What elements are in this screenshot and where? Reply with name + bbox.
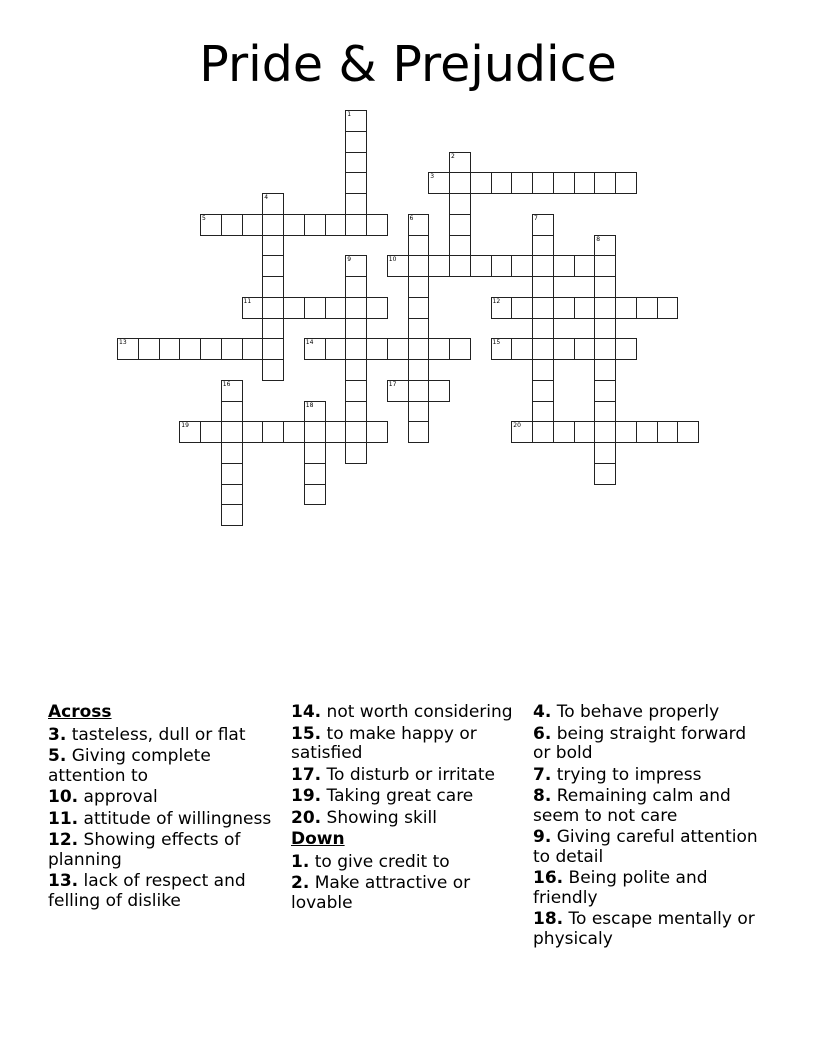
crossword-cell xyxy=(532,172,554,194)
crossword-cell xyxy=(408,380,430,402)
crossword-cell xyxy=(532,421,554,443)
crossword-cell xyxy=(511,255,533,277)
crossword-cell xyxy=(511,338,533,360)
cell-number: 19 xyxy=(181,422,189,430)
crossword-cell xyxy=(283,297,305,319)
crossword-cell xyxy=(345,380,367,402)
crossword-cell xyxy=(615,338,637,360)
crossword-cell xyxy=(325,214,347,236)
crossword-cell xyxy=(574,172,596,194)
crossword-cell xyxy=(408,318,430,340)
clue-number: 16 xyxy=(533,868,557,888)
crossword-cell xyxy=(532,255,554,277)
crossword-cell xyxy=(677,421,699,443)
crossword-cell xyxy=(594,442,616,464)
crossword-cell xyxy=(242,338,264,360)
clue-text: trying to impress xyxy=(556,764,702,785)
crossword-cell xyxy=(636,297,658,319)
crossword-cell xyxy=(532,297,554,319)
down-clue-16: 16. Being polite and friendly xyxy=(533,868,708,908)
crossword-cell xyxy=(449,235,471,257)
crossword-cell xyxy=(242,297,264,319)
crossword-cell xyxy=(594,276,616,298)
crossword-cell xyxy=(553,338,575,360)
crossword-cell xyxy=(262,297,284,319)
clue-text: not worth considering xyxy=(326,702,513,722)
crossword-cell xyxy=(532,318,554,340)
crossword-cell xyxy=(159,338,181,360)
crossword-cell xyxy=(387,338,409,360)
cell-number: 11 xyxy=(243,297,252,305)
cell-number: 7 xyxy=(534,214,538,222)
crossword-cell xyxy=(532,359,554,381)
clue-number: 12 xyxy=(48,830,72,850)
crossword-cell xyxy=(345,297,367,319)
clue-number: 7 xyxy=(533,764,545,785)
clue-number: 1 xyxy=(291,851,303,872)
clue-text: To behave properly xyxy=(556,702,720,722)
crossword-cell xyxy=(345,338,367,360)
crossword-cell xyxy=(304,297,326,319)
clue-number: 20 xyxy=(291,807,315,828)
crossword-cell xyxy=(594,421,616,443)
crossword-cell xyxy=(511,297,533,319)
crossword-cell xyxy=(366,214,388,236)
crossword-cell xyxy=(366,297,388,319)
crossword-cell xyxy=(221,484,243,506)
clue-text: To disturb or irritate xyxy=(326,764,495,785)
crossword-cell xyxy=(221,442,243,464)
across-clue-3: 3. tasteless, dull or flat xyxy=(48,724,246,745)
clue-text: Being polite and friendly xyxy=(533,868,708,908)
crossword-cell xyxy=(594,463,616,485)
crossword-cell xyxy=(449,193,471,215)
crossword-cell xyxy=(387,380,409,402)
crossword-cell xyxy=(657,421,679,443)
crossword-cell xyxy=(179,421,201,443)
crossword-cell xyxy=(408,235,430,257)
crossword-cell xyxy=(283,421,305,443)
cell-number: 4 xyxy=(264,194,269,201)
crossword-cell xyxy=(615,172,637,194)
crossword-cell xyxy=(221,401,243,423)
crossword-cell xyxy=(532,276,554,298)
crossword-cell xyxy=(553,255,575,277)
crossword-cell xyxy=(366,338,388,360)
across-clue-17: 17. To disturb or irritate xyxy=(291,764,495,785)
crossword-cell xyxy=(594,401,616,423)
crossword-cell xyxy=(325,338,347,360)
crossword-cell xyxy=(532,338,554,360)
crossword-cell xyxy=(262,359,284,381)
crossword-cell xyxy=(345,318,367,340)
clue-text: approval xyxy=(83,787,158,807)
crossword-cell xyxy=(221,214,243,236)
across-clue-11: 11. attitude of willingness xyxy=(48,808,272,829)
crossword-cell xyxy=(262,276,284,298)
cell-number: 1 xyxy=(347,111,352,118)
crossword-cell xyxy=(345,172,367,194)
crossword-cell xyxy=(511,421,533,443)
crossword-cell xyxy=(408,297,430,319)
across-clue-13: 13. lack of respect and felling of dislike xyxy=(48,871,246,911)
across-clue-19: 19. Taking great care xyxy=(291,786,474,806)
crossword-cell xyxy=(449,214,471,236)
clue-number: 5 xyxy=(48,746,60,766)
crossword-cell xyxy=(304,338,326,360)
crossword-cell xyxy=(408,338,430,360)
crossword-cell xyxy=(117,338,139,360)
crossword-cell xyxy=(366,421,388,443)
down-clue-4: 4. To behave properly xyxy=(533,702,720,722)
clue-text: Remaining calm and seem to not care xyxy=(533,786,731,826)
crossword-cell xyxy=(345,131,367,153)
crossword-cell xyxy=(345,421,367,443)
clue-text: Giving careful attention to detail xyxy=(533,827,758,867)
crossword-cell xyxy=(594,359,616,381)
across-clue-5: 5. Giving complete attention to xyxy=(48,746,211,786)
clue-number: 6 xyxy=(533,723,545,744)
crossword-cell xyxy=(449,152,471,174)
across-clue-10: 10. approval xyxy=(48,787,158,807)
crossword-cell xyxy=(200,214,222,236)
crossword-cell xyxy=(574,297,596,319)
crossword-cell xyxy=(408,421,430,443)
clue-column-3 xyxy=(533,703,761,951)
crossword-cell xyxy=(345,442,367,464)
crossword-cell xyxy=(594,235,616,257)
crossword-cell xyxy=(491,255,513,277)
clue-number: 4 xyxy=(533,702,545,722)
crossword-cell xyxy=(491,297,513,319)
clue-text: Make attractive or lovable xyxy=(291,873,471,913)
cell-number: 17 xyxy=(388,380,397,388)
clue-text: attitude of willingness xyxy=(83,808,272,829)
crossword-cell xyxy=(262,193,284,215)
crossword-cell xyxy=(408,276,430,298)
clue-column-2 xyxy=(291,703,519,915)
across-clue-15: 15. to make happy or satisfied xyxy=(291,723,477,763)
down-clue-2: 2. Make attractive or lovable xyxy=(291,873,471,913)
crossword-cell xyxy=(221,504,243,526)
crossword-cell xyxy=(470,172,492,194)
crossword-cell xyxy=(221,421,243,443)
down-clue-8: 8. Remaining calm and seem to not care xyxy=(533,786,731,826)
crossword-cell xyxy=(574,255,596,277)
cell-number: 5 xyxy=(202,214,206,222)
cell-number: 16 xyxy=(222,380,231,388)
cell-number: 15 xyxy=(492,339,501,347)
cell-number: 14 xyxy=(305,339,314,347)
crossword-cell xyxy=(428,338,450,360)
crossword-cell xyxy=(262,338,284,360)
down-clue-1: 1. to give credit to xyxy=(291,851,450,872)
crossword-cell xyxy=(283,214,305,236)
cell-number: 3 xyxy=(430,173,435,181)
crossword-cell xyxy=(408,401,430,423)
crossword-cell xyxy=(138,338,160,360)
crossword-cell xyxy=(615,297,637,319)
crossword-cell xyxy=(345,255,367,277)
crossword-cell xyxy=(428,255,450,277)
crossword-cell xyxy=(325,297,347,319)
page-title: Pride & Prejudice xyxy=(199,36,617,93)
crossword-cell xyxy=(532,380,554,402)
crossword-cell xyxy=(325,421,347,443)
clue-text: Taking great care xyxy=(326,786,474,806)
across-clue-12: 12. Showing effects of planning xyxy=(48,830,241,870)
clue-number: 15 xyxy=(291,723,315,744)
crossword-cell xyxy=(553,172,575,194)
cell-number: 18 xyxy=(305,401,314,409)
crossword-cell xyxy=(408,255,430,277)
crossword-cell xyxy=(304,401,326,423)
crossword-cell xyxy=(553,421,575,443)
down-clue-9: 9. Giving careful attention to detail xyxy=(533,827,758,867)
clue-text: lack of respect and felling of dislike xyxy=(48,871,246,911)
crossword-cell xyxy=(262,235,284,257)
crossword-cell xyxy=(615,421,637,443)
crossword-cell xyxy=(408,214,430,236)
crossword-cell xyxy=(304,442,326,464)
clue-number: 2 xyxy=(291,873,303,893)
crossword-cell xyxy=(345,401,367,423)
across-heading: Across xyxy=(48,702,112,722)
crossword-cell xyxy=(491,172,513,194)
cell-number: 8 xyxy=(596,235,601,243)
across-clue-14: 14. not worth considering xyxy=(291,702,513,722)
crossword-cell xyxy=(594,318,616,340)
crossword-cell xyxy=(594,297,616,319)
crossword-cell xyxy=(345,110,367,132)
crossword-cell xyxy=(387,255,409,277)
cell-number: 6 xyxy=(409,214,414,222)
crossword-cell xyxy=(304,214,326,236)
down-clue-18: 18. To escape mentally or physicaly xyxy=(533,909,755,949)
crossword-cell xyxy=(428,172,450,194)
cell-number: 13 xyxy=(119,339,127,347)
crossword-cell xyxy=(553,297,575,319)
crossword-cell xyxy=(262,421,284,443)
crossword-cell xyxy=(532,214,554,236)
crossword-cell xyxy=(345,214,367,236)
clue-text: Showing effects of planning xyxy=(48,830,241,870)
crossword-cell xyxy=(262,255,284,277)
crossword-cell xyxy=(221,338,243,360)
crossword-cell xyxy=(408,359,430,381)
crossword-cell xyxy=(242,421,264,443)
crossword-cell xyxy=(304,463,326,485)
crossword-cell xyxy=(428,380,450,402)
clue-text: to make happy or satisfied xyxy=(291,723,477,763)
clue-text: tasteless, dull or flat xyxy=(71,724,246,745)
crossword-cell xyxy=(532,401,554,423)
clue-text: to give credit to xyxy=(314,851,450,872)
clue-text: being straight forward or bold xyxy=(533,723,747,763)
crossword-cell xyxy=(574,421,596,443)
cell-number: 20 xyxy=(513,422,521,430)
cell-number: 10 xyxy=(388,256,397,264)
crossword-cell xyxy=(179,338,201,360)
crossword-cell xyxy=(532,235,554,257)
crossword-cell xyxy=(449,338,471,360)
crossword-cell xyxy=(449,255,471,277)
crossword-cell xyxy=(345,359,367,381)
crossword-cell xyxy=(491,338,513,360)
cell-number: 2 xyxy=(451,152,455,160)
crossword-cell xyxy=(345,193,367,215)
crossword-cell xyxy=(594,172,616,194)
clue-number: 3 xyxy=(48,724,60,745)
clue-number: 17 xyxy=(291,764,315,785)
crossword-cell xyxy=(345,276,367,298)
clue-number: 13 xyxy=(48,871,72,891)
down-clue-7: 7. trying to impress xyxy=(533,764,702,785)
crossword-cell xyxy=(511,172,533,194)
crossword-cell xyxy=(470,255,492,277)
clue-number: 18 xyxy=(533,909,557,929)
crossword-cell xyxy=(594,380,616,402)
clue-number: 19 xyxy=(291,786,315,806)
clue-text: Giving complete attention to xyxy=(48,746,211,786)
clue-number: 11 xyxy=(48,808,72,829)
crossword-cell xyxy=(262,318,284,340)
crossword-cell xyxy=(262,214,284,236)
clue-column-1 xyxy=(48,703,276,913)
cell-number: 12 xyxy=(492,297,501,305)
crossword-cell xyxy=(449,172,471,194)
clue-text: To escape mentally or physicaly xyxy=(533,909,755,949)
crossword-cell xyxy=(304,421,326,443)
clue-number: 14 xyxy=(291,702,315,722)
crossword-cell xyxy=(200,421,222,443)
crossword-cell xyxy=(657,297,679,319)
down-heading: Down xyxy=(291,829,345,849)
crossword-cell xyxy=(574,338,596,360)
down-clue-6: 6. being straight forward or bold xyxy=(533,723,747,763)
crossword-cell xyxy=(304,484,326,506)
crossword-cell xyxy=(242,214,264,236)
crossword-cell xyxy=(221,380,243,402)
crossword-cell xyxy=(221,463,243,485)
clue-number: 10 xyxy=(48,787,72,807)
clue-text: Showing skill xyxy=(326,807,437,828)
clue-number: 9 xyxy=(533,827,545,847)
crossword-cell xyxy=(594,255,616,277)
across-clue-20: 20. Showing skill xyxy=(291,807,437,828)
crossword-cell xyxy=(345,152,367,174)
crossword-cell xyxy=(200,338,222,360)
cell-number: 9 xyxy=(347,256,352,264)
crossword-cell xyxy=(636,421,658,443)
crossword-cell xyxy=(594,338,616,360)
clue-number: 8 xyxy=(533,786,545,806)
